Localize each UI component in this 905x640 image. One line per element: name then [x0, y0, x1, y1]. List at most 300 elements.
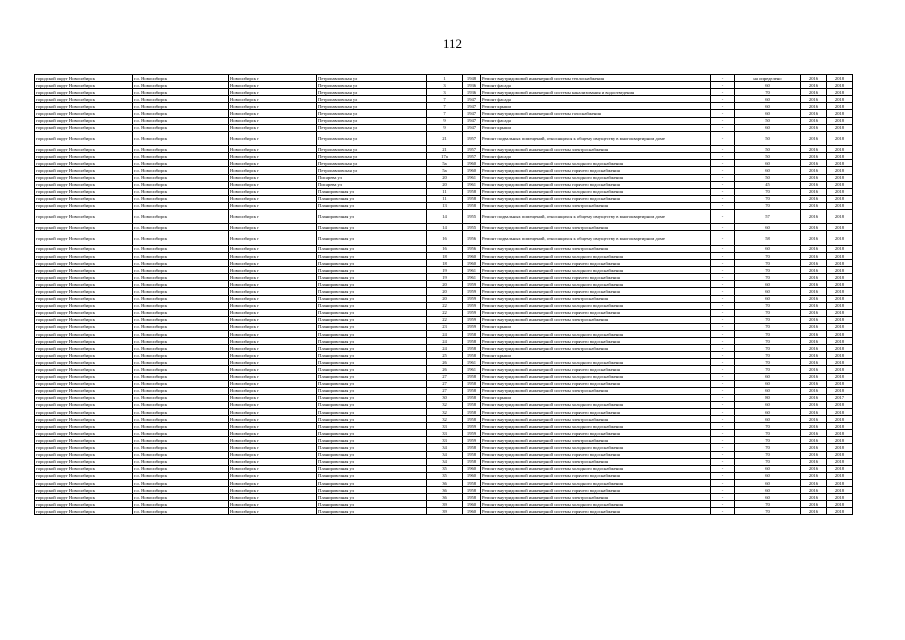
cell-work-type: Ремонт внутридомовой инженерной системы холодного водоснабжения [481, 444, 711, 451]
cell-cost: 60 [735, 409, 801, 416]
cell-placeholder-dash: - [711, 153, 735, 160]
cell-locality: Новосибирск г [229, 302, 317, 309]
cell-cost: 60 [735, 288, 801, 295]
cell-district: г.о. Новосибирск [133, 295, 229, 302]
cell-municipality: городской округ Новосибирск [35, 423, 133, 430]
cell-district: г.о. Новосибирск [133, 153, 229, 160]
cell-district: г.о. Новосибирск [133, 508, 229, 515]
cell-build-year: 1957 [463, 146, 481, 153]
cell-work-type: Ремонт внутридомовой инженерной системы холодного водоснабжения [481, 401, 711, 408]
cell-locality: Новосибирск г [229, 430, 317, 437]
cell-municipality: городской округ Новосибирск [35, 146, 133, 153]
cell-placeholder-dash: - [711, 494, 735, 501]
cell-end-year: 2018 [827, 89, 853, 96]
table-row [35, 309, 853, 316]
cell-work-type: Ремонт крыши [481, 124, 711, 131]
cell-house-number: 30 [427, 394, 463, 401]
cell-street: Петропавловская ул [317, 160, 427, 167]
cell-district: г.о. Новосибирск [133, 75, 229, 82]
cell-build-year: 1936 [463, 89, 481, 96]
cell-end-year: 2018 [827, 423, 853, 430]
cell-municipality: городской округ Новосибирск [35, 387, 133, 394]
cell-start-year: 2016 [801, 181, 827, 188]
cell-end-year: 2018 [827, 188, 853, 195]
table-row [35, 288, 853, 295]
cell-build-year: 1958 [463, 202, 481, 209]
cell-cost: 50 [735, 131, 801, 145]
cell-work-type: Ремонт внутридомовой инженерной системы горячего водоснабжения [481, 451, 711, 458]
cell-placeholder-dash: - [711, 479, 735, 486]
cell-locality: Новосибирск г [229, 89, 317, 96]
cell-house-number: 7 [427, 103, 463, 110]
cell-municipality: городской округ Новосибирск [35, 89, 133, 96]
cell-municipality: городской округ Новосибирск [35, 110, 133, 117]
cell-work-type: Ремонт внутридомовой инженерной системы газоснабжения [481, 110, 711, 117]
cell-end-year: 2017 [827, 394, 853, 401]
cell-cost: 70 [735, 195, 801, 202]
cell-street: Петропавловская ул [317, 124, 427, 131]
cell-locality: Новосибирск г [229, 202, 317, 209]
cell-house-number: 25 [427, 352, 463, 359]
cell-cost: 70 [735, 302, 801, 309]
cell-placeholder-dash: - [711, 167, 735, 174]
cell-house-number: 16 [427, 245, 463, 252]
cell-start-year: 2016 [801, 323, 827, 330]
cell-locality: Новосибирск г [229, 508, 317, 515]
cell-start-year: 2016 [801, 479, 827, 486]
cell-cost: 60 [735, 380, 801, 387]
cell-cost: 70 [735, 366, 801, 373]
cell-municipality: городской округ Новосибирск [35, 366, 133, 373]
cell-locality: Новосибирск г [229, 373, 317, 380]
cell-municipality: городской округ Новосибирск [35, 430, 133, 437]
cell-district: г.о. Новосибирск [133, 409, 229, 416]
cell-build-year: 1961 [463, 174, 481, 181]
cell-municipality: городской округ Новосибирск [35, 373, 133, 380]
cell-district: г.о. Новосибирск [133, 281, 229, 288]
cell-work-type: Ремонт внутридомовой инженерной системы электроснабжения [481, 458, 711, 465]
cell-locality: Новосибирск г [229, 458, 317, 465]
cell-build-year: 1958 [463, 373, 481, 380]
cell-street: Планировочная ул [317, 479, 427, 486]
cell-work-type: Ремонт подвальных помещений, относящихся к общему имуществу в многоквартирном доме [481, 131, 711, 145]
cell-placeholder-dash: - [711, 352, 735, 359]
cell-locality: Новосибирск г [229, 338, 317, 345]
cell-cost: 60 [735, 82, 801, 89]
cell-work-type: Ремонт внутридомовой инженерной системы теплоснабжения [481, 75, 711, 82]
cell-locality: Новосибирск г [229, 323, 317, 330]
cell-locality: Новосибирск г [229, 281, 317, 288]
cell-build-year: 1959 [463, 316, 481, 323]
table-row [35, 352, 853, 359]
cell-street: Петропавловская ул [317, 167, 427, 174]
cell-house-number: 11 [427, 188, 463, 195]
table-row [35, 195, 853, 202]
cell-street: Планировочная ул [317, 352, 427, 359]
cell-placeholder-dash: - [711, 188, 735, 195]
table-body [35, 75, 853, 515]
cell-start-year: 2016 [801, 153, 827, 160]
cell-cost: 60 [735, 103, 801, 110]
cell-placeholder-dash: - [711, 366, 735, 373]
table-row [35, 82, 853, 89]
cell-start-year: 2016 [801, 501, 827, 508]
cell-cost: 50 [735, 146, 801, 153]
cell-district: г.о. Новосибирск [133, 188, 229, 195]
cell-cost: 70 [735, 501, 801, 508]
cell-municipality: городской округ Новосибирск [35, 359, 133, 366]
cell-street: Планировочная ул [317, 224, 427, 231]
cell-street: Петропавловская ул [317, 89, 427, 96]
cell-street: Планировочная ул [317, 409, 427, 416]
cell-build-year: 1956 [463, 231, 481, 245]
cell-work-type: Ремонт внутридомовой инженерной системы горячего водоснабжения [481, 380, 711, 387]
cell-end-year: 2018 [827, 82, 853, 89]
cell-cost: на определено [735, 75, 801, 82]
cell-cost: 50 [735, 153, 801, 160]
cell-municipality: городской округ Новосибирск [35, 501, 133, 508]
cell-municipality: городской округ Новосибирск [35, 401, 133, 408]
cell-district: г.о. Новосибирск [133, 245, 229, 252]
cell-municipality: городской округ Новосибирск [35, 167, 133, 174]
table-row [35, 444, 853, 451]
cell-end-year: 2018 [827, 451, 853, 458]
table-row [35, 366, 853, 373]
table-row [35, 124, 853, 131]
cell-start-year: 2016 [801, 352, 827, 359]
cell-house-number: 20 [427, 181, 463, 188]
cell-start-year: 2016 [801, 423, 827, 430]
table-row [35, 316, 853, 323]
cell-start-year: 2016 [801, 124, 827, 131]
cell-municipality: городской округ Новосибирск [35, 209, 133, 223]
cell-house-number: 27 [427, 380, 463, 387]
cell-placeholder-dash: - [711, 260, 735, 267]
cell-locality: Новосибирск г [229, 153, 317, 160]
cell-end-year: 2018 [827, 281, 853, 288]
cell-placeholder-dash: - [711, 444, 735, 451]
cell-cost: 60 [735, 281, 801, 288]
cell-build-year: 1958 [463, 451, 481, 458]
cell-placeholder-dash: - [711, 131, 735, 145]
cell-end-year: 2018 [827, 373, 853, 380]
cell-placeholder-dash: - [711, 302, 735, 309]
cell-work-type: Ремонт внутридомовой инженерной системы холодного водоснабжения [481, 330, 711, 337]
cell-end-year: 2018 [827, 501, 853, 508]
table-row [35, 451, 853, 458]
cell-work-type: Ремонт подвальных помещений, относящихся к общему имуществу в многоквартирном доме [481, 231, 711, 245]
cell-house-number: 27 [427, 387, 463, 394]
cell-district: г.о. Новосибирск [133, 387, 229, 394]
cell-cost: 60 [735, 110, 801, 117]
cell-street: Планировочная ул [317, 302, 427, 309]
cell-locality: Новосибирск г [229, 181, 317, 188]
cell-street: Планировочная ул [317, 401, 427, 408]
cell-district: г.о. Новосибирск [133, 96, 229, 103]
cell-locality: Новосибирск г [229, 330, 317, 337]
cell-house-number: 26 [427, 366, 463, 373]
cell-street: Планировочная ул [317, 366, 427, 373]
cell-street: Планировочная ул [317, 416, 427, 423]
table-row [35, 260, 853, 267]
cell-start-year: 2016 [801, 465, 827, 472]
cell-start-year: 2016 [801, 309, 827, 316]
cell-end-year: 2018 [827, 409, 853, 416]
cell-locality: Новосибирск г [229, 479, 317, 486]
table-row [35, 245, 853, 252]
cell-cost: 70 [735, 359, 801, 366]
cell-locality: Новосибирск г [229, 387, 317, 394]
cell-house-number: 13 [427, 202, 463, 209]
cell-district: г.о. Новосибирск [133, 373, 229, 380]
cell-district: г.о. Новосибирск [133, 345, 229, 352]
cell-district: г.о. Новосибирск [133, 479, 229, 486]
cell-start-year: 2016 [801, 202, 827, 209]
cell-municipality: городской округ Новосибирск [35, 231, 133, 245]
cell-placeholder-dash: - [711, 160, 735, 167]
cell-locality: Новосибирск г [229, 359, 317, 366]
table-row [35, 167, 853, 174]
cell-municipality: городской округ Новосибирск [35, 345, 133, 352]
cell-start-year: 2016 [801, 487, 827, 494]
cell-work-type: Ремонт внутридомовой инженерной системы электроснабжения [481, 437, 711, 444]
cell-house-number: 18 [427, 260, 463, 267]
cell-build-year: 1958 [463, 387, 481, 394]
cell-cost: 80 [735, 394, 801, 401]
cell-placeholder-dash: - [711, 330, 735, 337]
cell-end-year: 2018 [827, 458, 853, 465]
table-row [35, 501, 853, 508]
cell-street: Планировочная ул [317, 267, 427, 274]
cell-start-year: 2016 [801, 117, 827, 124]
table-row [35, 394, 853, 401]
cell-district: г.о. Новосибирск [133, 423, 229, 430]
cell-district: г.о. Новосибирск [133, 416, 229, 423]
cell-build-year: 1957 [463, 131, 481, 145]
table-row [35, 430, 853, 437]
table-row [35, 188, 853, 195]
cell-start-year: 2016 [801, 252, 827, 259]
cell-build-year: 1958 [463, 479, 481, 486]
cell-build-year: 1960 [463, 508, 481, 515]
cell-end-year: 2018 [827, 494, 853, 501]
cell-municipality: городской округ Новосибирск [35, 416, 133, 423]
cell-locality: Новосибирск г [229, 117, 317, 124]
cell-municipality: городской округ Новосибирск [35, 160, 133, 167]
cell-placeholder-dash: - [711, 209, 735, 223]
cell-house-number: 27 [427, 373, 463, 380]
cell-work-type: Ремонт фасада [481, 82, 711, 89]
cell-street: Планировочная ул [317, 430, 427, 437]
cell-street: Планировочная ул [317, 316, 427, 323]
cell-municipality: городской округ Новосибирск [35, 444, 133, 451]
cell-end-year: 2018 [827, 195, 853, 202]
cell-build-year: 1955 [463, 209, 481, 223]
cell-work-type: Ремонт внутридомовой инженерной системы холодного водоснабжения [481, 302, 711, 309]
cell-municipality: городской округ Новосибирск [35, 174, 133, 181]
cell-municipality: городской округ Новосибирск [35, 323, 133, 330]
cell-build-year: 1958 [463, 487, 481, 494]
cell-placeholder-dash: - [711, 117, 735, 124]
table-row [35, 465, 853, 472]
cell-start-year: 2016 [801, 224, 827, 231]
cell-municipality: городской округ Новосибирск [35, 295, 133, 302]
cell-build-year: 1947 [463, 103, 481, 110]
cell-placeholder-dash: - [711, 359, 735, 366]
cell-house-number: 22 [427, 309, 463, 316]
cell-work-type: Ремонт внутридомовой инженерной системы канализования и водоотведения [481, 89, 711, 96]
cell-municipality: городской округ Новосибирск [35, 316, 133, 323]
cell-locality: Новосибирск г [229, 96, 317, 103]
cell-work-type: Ремонт подвальных помещений, относящихся к общему имуществу в многоквартирном доме [481, 209, 711, 223]
cell-cost: 70 [735, 188, 801, 195]
cell-work-type: Ремонт внутридомовой инженерной системы горячего водоснабжения [481, 260, 711, 267]
cell-build-year: 1947 [463, 96, 481, 103]
cell-work-type: Ремонт внутридомовой инженерной системы холодного водоснабжения [481, 479, 711, 486]
cell-municipality: городской округ Новосибирск [35, 394, 133, 401]
cell-work-type: Ремонт внутридомовой инженерной системы электроснабжения [481, 202, 711, 209]
cell-district: г.о. Новосибирск [133, 146, 229, 153]
cell-house-number: 9 [427, 117, 463, 124]
cell-placeholder-dash: - [711, 252, 735, 259]
cell-work-type: Ремонт внутридомовой инженерной системы электроснабжения [481, 146, 711, 153]
table-row [35, 110, 853, 117]
cell-end-year: 2018 [827, 153, 853, 160]
cell-work-type: Ремонт внутридомовой инженерной системы горячего водоснабжения [481, 195, 711, 202]
cell-start-year: 2016 [801, 75, 827, 82]
table-row [35, 231, 853, 245]
cell-end-year: 2018 [827, 117, 853, 124]
cell-house-number: 36 [427, 487, 463, 494]
cell-house-number: 3 [427, 82, 463, 89]
cell-street: Петропавловская ул [317, 82, 427, 89]
cell-locality: Новосибирск г [229, 423, 317, 430]
cell-end-year: 2018 [827, 366, 853, 373]
cell-street: Планировочная ул [317, 309, 427, 316]
table-row [35, 267, 853, 274]
cell-house-number: 35 [427, 472, 463, 479]
cell-cost: 70 [735, 430, 801, 437]
table-row [35, 209, 853, 223]
cell-placeholder-dash: - [711, 451, 735, 458]
cell-street: Петропавловская ул [317, 96, 427, 103]
table-row [35, 89, 853, 96]
cell-build-year: 1959 [463, 437, 481, 444]
cell-work-type: Ремонт внутридомовой инженерной системы горячего водоснабжения [481, 274, 711, 281]
cell-build-year: 1959 [463, 302, 481, 309]
cell-district: г.о. Новосибирск [133, 323, 229, 330]
table-row [35, 281, 853, 288]
cell-cost: 50 [735, 117, 801, 124]
cell-work-type: Ремонт внутридомовой инженерной системы холодного водоснабжения [481, 281, 711, 288]
cell-start-year: 2016 [801, 409, 827, 416]
cell-work-type: Ремонт внутридомовой инженерной системы холодного водоснабжения [481, 501, 711, 508]
cell-cost: 45 [735, 181, 801, 188]
cell-house-number: 39 [427, 508, 463, 515]
cell-street: Планировочная ул [317, 231, 427, 245]
cell-street: Планировочная ул [317, 281, 427, 288]
cell-cost: 60 [735, 160, 801, 167]
cell-start-year: 2016 [801, 295, 827, 302]
cell-placeholder-dash: - [711, 508, 735, 515]
cell-end-year: 2018 [827, 167, 853, 174]
cell-municipality: городской округ Новосибирск [35, 181, 133, 188]
table-row [35, 202, 853, 209]
cell-cost: 60 [735, 494, 801, 501]
cell-build-year: 1958 [463, 494, 481, 501]
cell-work-type: Ремонт внутридомовой инженерной системы электроснабжения [481, 345, 711, 352]
cell-end-year: 2018 [827, 487, 853, 494]
cell-house-number: 3 [427, 89, 463, 96]
cell-municipality: городской округ Новосибирск [35, 245, 133, 252]
cell-district: г.о. Новосибирск [133, 181, 229, 188]
cell-cost: 50 [735, 174, 801, 181]
cell-work-type: Ремонт внутридомовой инженерной системы горячего водоснабжения [481, 409, 711, 416]
cell-placeholder-dash: - [711, 430, 735, 437]
cell-work-type: Ремонт фасада [481, 96, 711, 103]
cell-placeholder-dash: - [711, 401, 735, 408]
cell-district: г.о. Новосибирск [133, 394, 229, 401]
cell-placeholder-dash: - [711, 267, 735, 274]
cell-house-number: 33 [427, 430, 463, 437]
cell-start-year: 2016 [801, 380, 827, 387]
cell-build-year: 1961 [463, 274, 481, 281]
cell-municipality: городской округ Новосибирск [35, 252, 133, 259]
cell-placeholder-dash: - [711, 501, 735, 508]
cell-locality: Новосибирск г [229, 501, 317, 508]
table-row [35, 359, 853, 366]
cell-district: г.о. Новосибирск [133, 224, 229, 231]
cell-build-year: 1947 [463, 117, 481, 124]
cell-start-year: 2016 [801, 174, 827, 181]
cell-locality: Новосибирск г [229, 124, 317, 131]
cell-end-year: 2018 [827, 231, 853, 245]
cell-build-year: 1958 [463, 195, 481, 202]
cell-house-number: 39 [427, 501, 463, 508]
cell-end-year: 2018 [827, 437, 853, 444]
cell-street: Планировочная ул [317, 451, 427, 458]
cell-end-year: 2018 [827, 430, 853, 437]
cell-end-year: 2018 [827, 252, 853, 259]
cell-start-year: 2016 [801, 231, 827, 245]
cell-district: г.о. Новосибирск [133, 202, 229, 209]
cell-district: г.о. Новосибирск [133, 167, 229, 174]
cell-start-year: 2016 [801, 345, 827, 352]
cell-placeholder-dash: - [711, 202, 735, 209]
cell-cost: 60 [735, 295, 801, 302]
cell-house-number: 24 [427, 330, 463, 337]
cell-end-year: 2018 [827, 359, 853, 366]
cell-locality: Новосибирск г [229, 345, 317, 352]
cell-placeholder-dash: - [711, 195, 735, 202]
cell-start-year: 2016 [801, 260, 827, 267]
cell-cost: 70 [735, 437, 801, 444]
cell-street: Планировочная ул [317, 338, 427, 345]
cell-district: г.о. Новосибирск [133, 160, 229, 167]
cell-start-year: 2016 [801, 430, 827, 437]
table-row [35, 224, 853, 231]
cell-start-year: 2016 [801, 416, 827, 423]
cell-cost: 58 [735, 231, 801, 245]
table-row [35, 479, 853, 486]
cell-build-year: 1958 [463, 380, 481, 387]
cell-street: Планировочная ул [317, 295, 427, 302]
cell-end-year: 2018 [827, 209, 853, 223]
cell-end-year: 2018 [827, 479, 853, 486]
cell-placeholder-dash: - [711, 110, 735, 117]
cell-cost: 70 [735, 338, 801, 345]
cell-build-year: 1947 [463, 124, 481, 131]
